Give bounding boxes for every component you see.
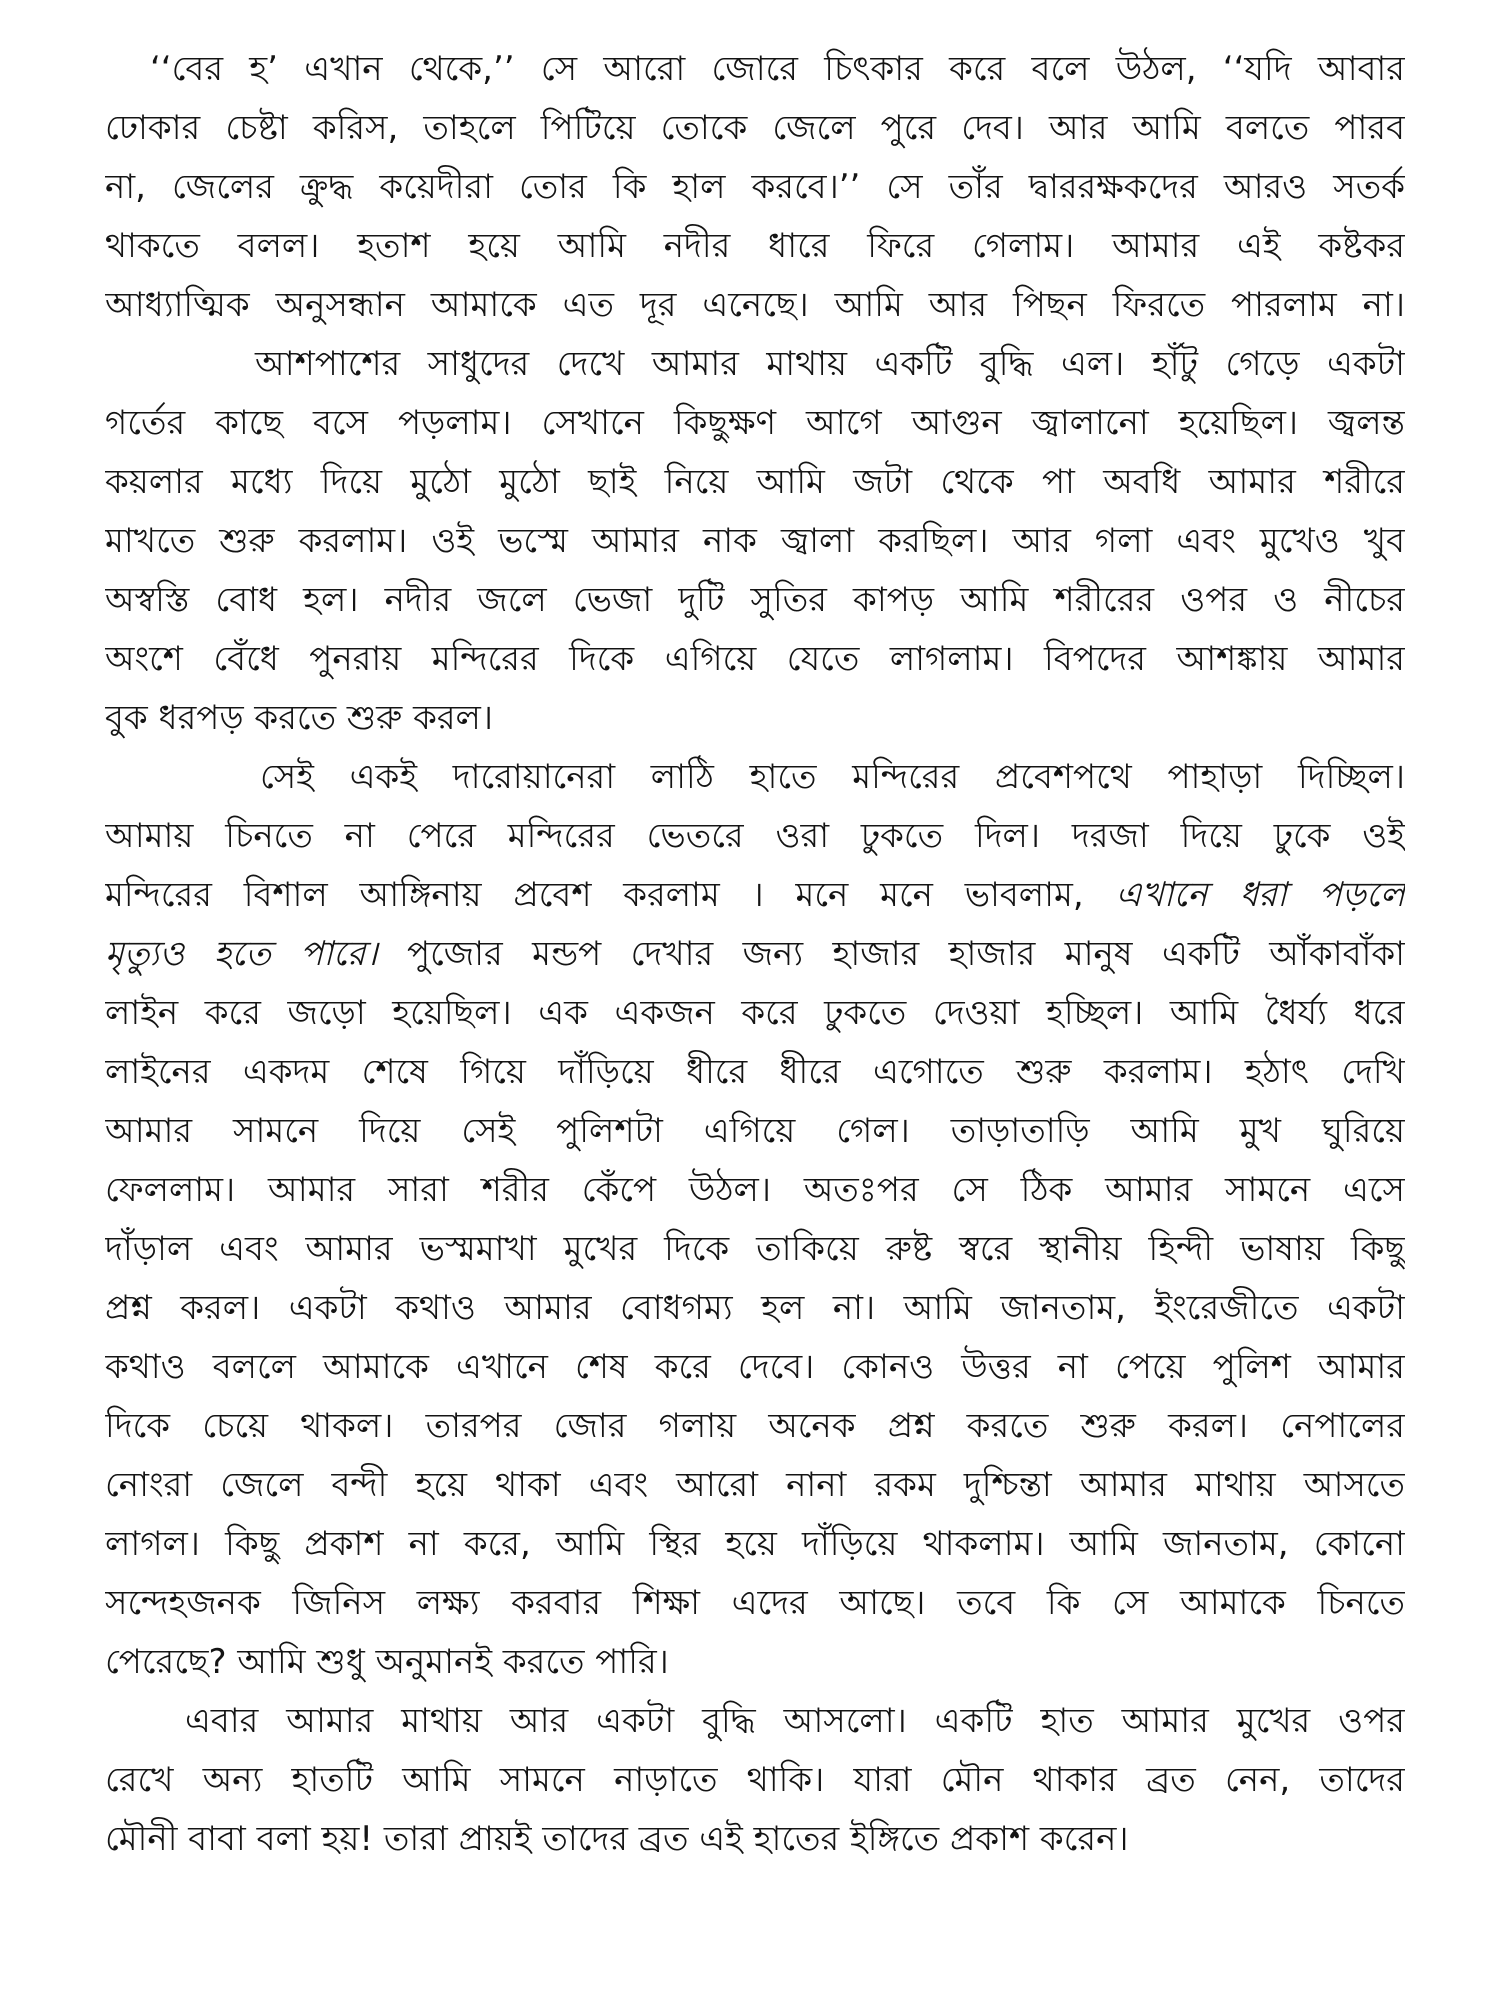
text-line: সন্দেহজনক জিনিস লক্ষ্য করবার শিক্ষা এদের আছে। তবে কি সে আমাকে চিনতে: [105, 1583, 1405, 1623]
text-line: ফেললাম। আমার সারা শরীর কেঁপে উঠল। অতঃপর সে ঠিক আমার সামনে এসে: [105, 1170, 1405, 1210]
text-line: পেরেছে? আমি শুধু অনুমানই করতে পারি।: [105, 1642, 669, 1682]
text-line: সেই একই দারোয়ানেরা লাঠি হাতে মন্দিরের প্রবেশপথে পাহাড়া দিচ্ছিল।: [260, 757, 1405, 797]
text-line: আমায় চিনতে না পেরে মন্দিরের ভেতরে ওরা ঢুকতে দিল। দরজা দিয়ে ঢুকে ওই: [105, 816, 1405, 856]
italic-segment: এখানে ধরা পড়লে: [1115, 875, 1405, 915]
paragraph: [105, 335, 1405, 748]
text-line: মৌনী বাবা বলা হয়! তারা প্রায়ই তাদের ব্রত এই হাতের ইঙ্গিতে প্রকাশ করেন।: [105, 1819, 1129, 1859]
text-line: রেখে অন্য হাতটি আমি সামনে নাড়াতে থাকি। যারা মৌন থাকার ব্রত নেন, তাদের: [105, 1760, 1405, 1800]
text-line: কথাও বললে আমাকে এখানে শেষ করে দেবে। কোনও উত্তর না পেয়ে পুলিশ আমার: [105, 1347, 1405, 1387]
text-line: দাঁড়াল এবং আমার ভস্মমাখা মুখের দিকে তাকিয়ে রুষ্ট স্বরে স্থানীয় হিন্দী ভাষায় কিছু: [105, 1229, 1405, 1269]
text-line: অংশে বেঁধে পুনরায় মন্দিরের দিকে এগিয়ে যেতে লাগলাম। বিপদের আশঙ্কায় আমার: [105, 639, 1405, 679]
text-line: প্রশ্ন করল। একটা কথাও আমার বোধগম্য হল না। আমি জানতাম, ইংরেজীতে একটা: [105, 1288, 1405, 1328]
text-line: আমার সামনে দিয়ে সেই পুলিশটা এগিয়ে গেল। তাড়াতাড়ি আমি মুখ ঘুরিয়ে: [105, 1111, 1405, 1151]
italic-segment: মৃত্যুও হতে পারে।: [105, 934, 378, 974]
text-line: আধ্যাত্মিক অনুসন্ধান আমাকে এত দূর এনেছে। আমি আর পিছন ফিরতে পারলাম না।: [105, 285, 1405, 325]
body-text: [105, 40, 1405, 1869]
text-line: নোংরা জেলে বন্দী হয়ে থাকা এবং আরো নানা রকম দুশ্চিন্তা আমার মাথায় আসতে: [105, 1465, 1405, 1505]
text-segment: মন্দিরের বিশাল আঙ্গিনায় প্রবেশ করলাম । মনে মনে ভাবলাম,: [105, 875, 1084, 915]
text-line: না, জেলের ক্রুদ্ধ কয়েদীরা তোর কি হাল করবে।’’ সে তাঁর দ্বাররক্ষকদের আরও সতর্ক: [105, 167, 1405, 207]
text-segment: পুজোর মন্ডপ দেখার জন্য হাজার হাজার মানুষ একটি আঁকাবাঁকা: [407, 934, 1405, 974]
text-line: আশপাশের সাধুদের দেখে আমার মাথায় একটি বুদ্ধি এল। হাঁটু গেড়ে একটা: [255, 344, 1405, 384]
text-line: লাইন করে জড়ো হয়েছিল। এক একজন করে ঢুকতে দেওয়া হচ্ছিল। আমি ধৈর্য্য ধরে: [105, 993, 1405, 1033]
text-line: দিকে চেয়ে থাকল। তারপর জোর গলায় অনেক প্রশ্ন করতে শুরু করল। নেপালের: [105, 1406, 1405, 1446]
text-line: ‘‘বের হ’ এখান থেকে,’’ সে আরো জোরে চিৎকার করে বলে উঠল, ‘‘যদি আবার: [150, 49, 1405, 89]
text-line: [105, 925, 1405, 984]
text-line: বুক ধরপড় করতে শুরু করল।: [105, 698, 494, 738]
paragraph: [105, 40, 1405, 335]
text-line: গর্তের কাছে বসে পড়লাম। সেখানে কিছুক্ষণ আগে আগুন জ্বালানো হয়েছিল। জ্বলন্ত: [105, 403, 1405, 443]
text-line: লাইনের একদম শেষে গিয়ে দাঁড়িয়ে ধীরে ধীরে এগোতে শুরু করলাম। হঠাৎ দেখি: [105, 1052, 1405, 1092]
text-line: অস্বস্তি বোধ হল। নদীর জলে ভেজা দুটি সুতির কাপড় আমি শরীরের ওপর ও নীচের: [105, 580, 1405, 620]
paragraph: [105, 1692, 1405, 1869]
text-line: এবার আমার মাথায় আর একটা বুদ্ধি আসলো। একটি হাত আমার মুখের ওপর: [185, 1701, 1405, 1741]
text-line: [105, 866, 1405, 925]
text-line: ঢোকার চেষ্টা করিস, তাহলে পিটিয়ে তোকে জেলে পুরে দেব। আর আমি বলতে পারব: [105, 108, 1405, 148]
text-line: লাগল। কিছু প্রকাশ না করে, আমি স্থির হয়ে দাঁড়িয়ে থাকলাম। আমি জানতাম, কোনো: [105, 1524, 1405, 1564]
paragraph: [105, 748, 1405, 1692]
text-line: কয়লার মধ্যে দিয়ে মুঠো মুঠো ছাই নিয়ে আমি জটা থেকে পা অবধি আমার শরীরে: [105, 462, 1405, 502]
text-line: থাকতে বলল। হতাশ হয়ে আমি নদীর ধারে ফিরে গেলাম। আমার এই কষ্টকর: [105, 226, 1405, 266]
text-line: মাখতে শুরু করলাম। ওই ভস্মে আমার নাক জ্বালা করছিল। আর গলা এবং মুখেও খুব: [105, 521, 1405, 561]
